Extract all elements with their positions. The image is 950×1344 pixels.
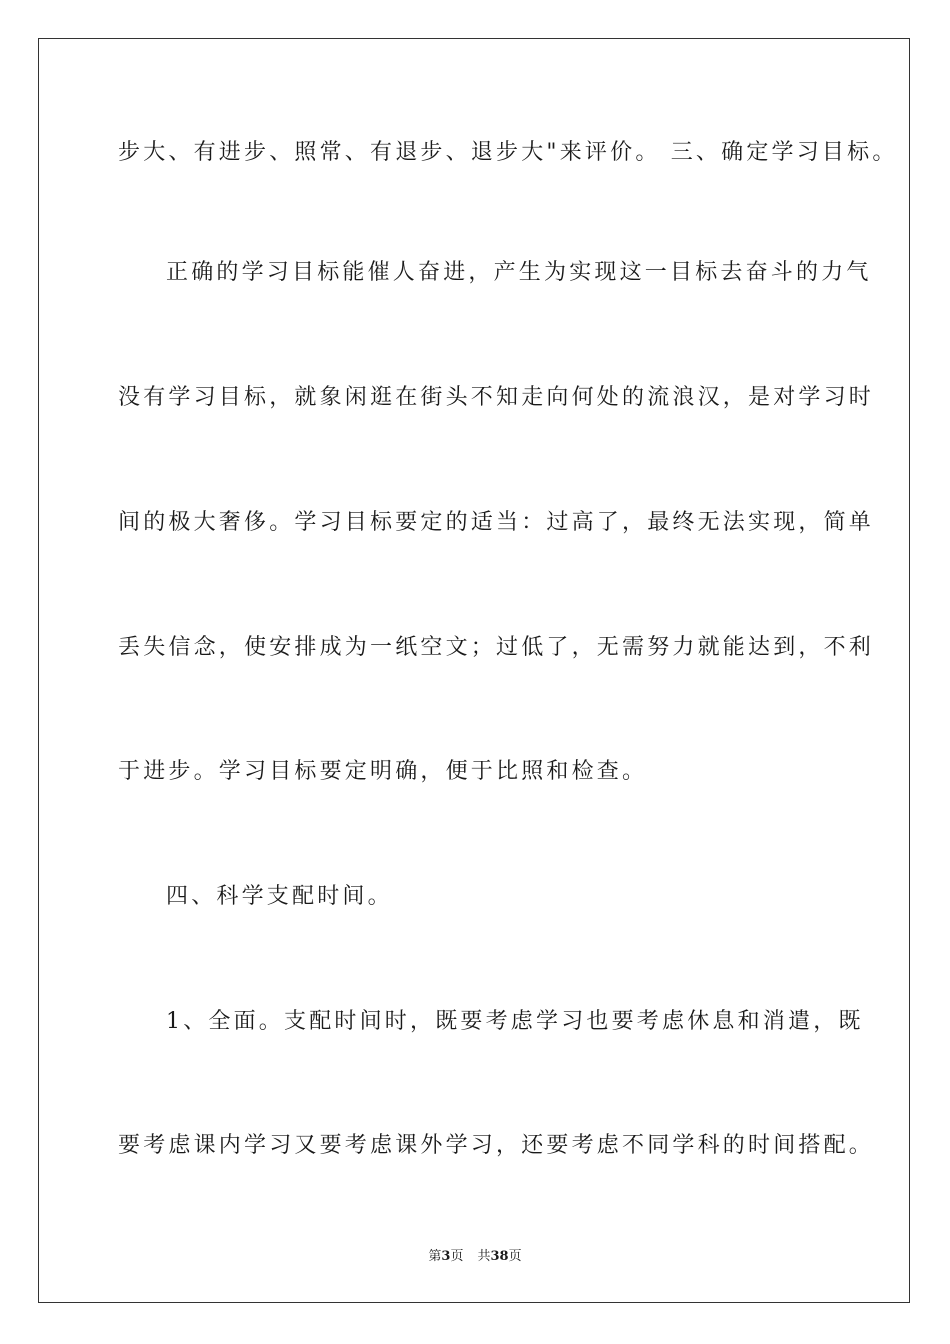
text-line-9: 要考虑课内学习又要考虑课外学习，还要考虑不同学科的时间搭配。 (118, 1133, 875, 1158)
text-line-3: 没有学习目标，就象闲逛在街头不知走向何处的流浪汉，是对学习时 (118, 385, 875, 410)
text-line-5: 丢失信念，使安排成为一纸空文；过低了，无需努力就能达到，不利 (118, 635, 875, 660)
page-footer (0, 1249, 950, 1265)
text-line-8: 1、全面。支配时间时，既要考虑学习也要考虑休息和消遣，既 (166, 1009, 864, 1034)
footer-total-pages: 38 (490, 1249, 509, 1264)
text-line-1: 步大、有进步、照常、有退步、退步大"来评价。 三、确定学习目标。 (118, 140, 898, 165)
footer-page-suffix: 页 (450, 1249, 464, 1264)
footer-page-number: 3 (441, 1249, 451, 1264)
text-line-2: 正确的学习目标能催人奋进，产生为实现这一目标去奋斗的力气 (166, 260, 872, 285)
footer-total-suffix: 页 (508, 1249, 522, 1264)
footer-page-prefix: 第 (428, 1249, 442, 1264)
footer-total-prefix: 共 (477, 1249, 491, 1264)
text-line-7: 四、科学支配时间。 (166, 884, 393, 909)
page-border (38, 38, 910, 1303)
text-line-6: 于进步。学习目标要定明确，便于比照和检查。 (118, 759, 648, 784)
text-line-4: 间的极大奢侈。学习目标要定的适当：过高了，最终无法实现，简单 (118, 510, 875, 535)
